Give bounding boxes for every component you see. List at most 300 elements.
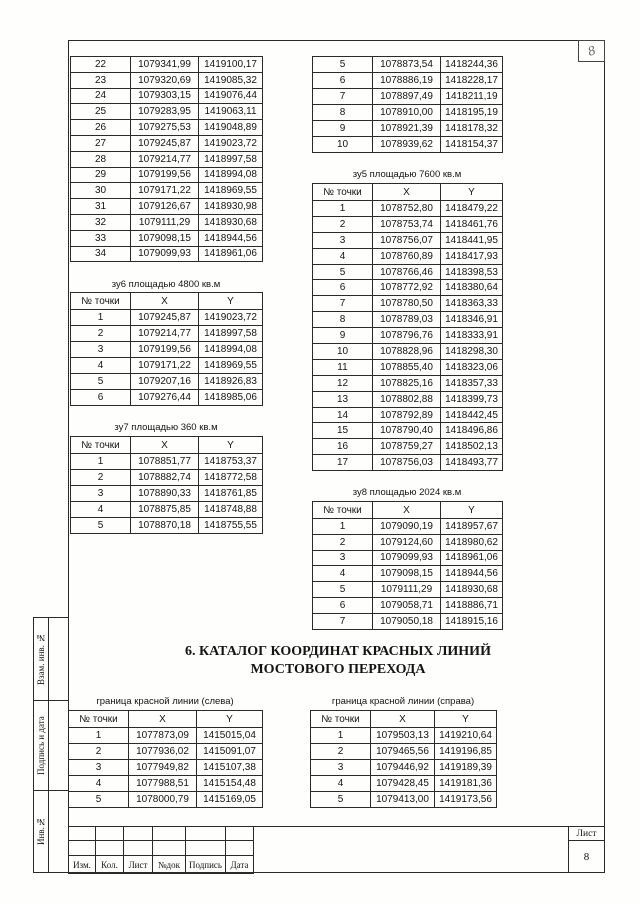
x-coordinate-cell: 1078882,74	[131, 470, 199, 486]
point-number-cell: 5	[313, 264, 373, 280]
point-number-cell: 15	[313, 423, 373, 439]
inv-no-label	[33, 790, 49, 873]
replaced-inv-label-text: Взам. инв. №	[36, 632, 46, 686]
y-coordinate-cell: 1418755,55	[199, 518, 263, 534]
x-coordinate-cell: 1079214,77	[131, 151, 199, 167]
point-number-cell: 8	[313, 312, 373, 328]
table-row	[71, 72, 263, 88]
table-header-row	[71, 293, 263, 310]
point-number-cell: 7	[313, 613, 373, 629]
y-coordinate-cell: 1419085,32	[199, 72, 263, 88]
y-coordinate-cell: 1418926,83	[199, 374, 263, 390]
y-coordinate-cell: 1418442,45	[441, 407, 503, 423]
y-coordinate-cell: 1419173,56	[435, 792, 497, 808]
zu5-caption: зу5 площадью 7600 кв.м	[352, 169, 462, 180]
table-row	[71, 502, 263, 518]
x-coordinate-cell: 1079050,18	[373, 613, 441, 629]
x-coordinate-cell: 1079199,56	[131, 342, 199, 358]
x-coordinate-cell: 1078790,40	[373, 423, 441, 439]
table-row	[311, 792, 497, 808]
column-header: X	[371, 711, 435, 728]
x-coordinate-cell: 1078796,76	[373, 328, 441, 344]
point-number-cell: 1	[313, 519, 373, 535]
x-coordinate-cell: 1079207,16	[131, 374, 199, 390]
point-number-cell: 9	[313, 328, 373, 344]
title-block-cell	[186, 827, 226, 841]
point-number-cell: 1	[71, 310, 131, 326]
y-coordinate-cell: 1415154,48	[197, 776, 263, 792]
point-number-cell: 14	[313, 407, 373, 423]
x-coordinate-cell: 1078886,19	[373, 73, 441, 89]
x-coordinate-cell: 1079446,92	[371, 760, 435, 776]
x-coordinate-cell: 1078760,89	[373, 248, 441, 264]
y-coordinate-cell: 1418228,17	[441, 73, 503, 89]
table-row	[71, 230, 263, 246]
x-coordinate-cell: 1079245,87	[131, 310, 199, 326]
table-row	[71, 518, 263, 534]
point-number-cell: 12	[313, 375, 373, 391]
point-number-cell: 23	[71, 72, 131, 88]
title-block-cell	[69, 841, 96, 856]
x-coordinate-cell: 1079303,15	[131, 88, 199, 104]
title-block-label-date: Дата	[226, 856, 254, 874]
table-row	[313, 73, 503, 89]
y-coordinate-cell: 1419048,89	[199, 120, 263, 136]
table-row	[313, 137, 503, 153]
x-coordinate-cell: 1079413,00	[371, 792, 435, 808]
point-number-cell: 4	[313, 248, 373, 264]
table-row	[71, 57, 263, 73]
table-header-row	[311, 711, 497, 728]
point-number-cell: 3	[71, 342, 131, 358]
point-number-cell: 9	[313, 121, 373, 137]
point-number-cell: 6	[71, 390, 131, 406]
table-row	[313, 423, 503, 439]
table-row	[313, 105, 503, 121]
title-block-cell	[124, 827, 153, 841]
y-coordinate-cell: 1415015,04	[197, 728, 263, 744]
title-block-label-change: Изм.	[69, 856, 96, 874]
title-block-cell	[226, 827, 254, 841]
point-number-cell: 3	[71, 486, 131, 502]
y-coordinate-cell: 1418323,06	[441, 359, 503, 375]
y-coordinate-cell: 1418399,73	[441, 391, 503, 407]
table-row	[313, 296, 503, 312]
title-block-cell	[96, 827, 124, 841]
point-number-cell: 6	[313, 73, 373, 89]
column-header: № точки	[313, 184, 373, 201]
corner-stamp-number: 8	[585, 43, 598, 59]
y-coordinate-cell: 1418886,71	[441, 597, 503, 613]
table-row	[313, 312, 503, 328]
point-number-cell: 24	[71, 88, 131, 104]
table-row	[313, 201, 503, 217]
title-block-label-row	[69, 856, 254, 874]
y-coordinate-cell: 1418994,08	[199, 167, 263, 183]
x-coordinate-cell: 1079283,95	[131, 104, 199, 120]
y-coordinate-cell: 1418496,86	[441, 423, 503, 439]
table-row	[71, 199, 263, 215]
title-block-row	[69, 827, 254, 841]
x-coordinate-cell: 1077949,82	[129, 760, 197, 776]
y-coordinate-cell: 1418398,53	[441, 264, 503, 280]
replaced-inv-field	[48, 617, 69, 701]
coordinate-table-zu5	[312, 183, 503, 471]
table-row	[311, 728, 497, 744]
title-block-label-sheet: Лист	[124, 856, 153, 874]
column-header: X	[373, 502, 441, 519]
point-number-cell: 4	[69, 776, 129, 792]
table-row	[313, 582, 503, 598]
title-block-label-doc-no: №док	[153, 856, 186, 874]
column-header: Y	[441, 184, 503, 201]
y-coordinate-cell: 1418441,95	[441, 232, 503, 248]
table-row	[311, 760, 497, 776]
point-number-cell: 25	[71, 104, 131, 120]
point-number-cell: 8	[313, 105, 373, 121]
inv-no-field	[48, 790, 69, 873]
point-number-cell: 2	[71, 326, 131, 342]
x-coordinate-cell: 1079320,69	[131, 72, 199, 88]
y-coordinate-cell: 1418363,33	[441, 296, 503, 312]
x-coordinate-cell: 1079111,29	[373, 582, 441, 598]
point-number-cell: 34	[71, 246, 131, 262]
column-header: № точки	[71, 293, 131, 310]
table-row	[313, 328, 503, 344]
x-coordinate-cell: 1078890,33	[131, 486, 199, 502]
x-coordinate-cell: 1078825,16	[373, 375, 441, 391]
y-coordinate-cell: 1418461,76	[441, 216, 503, 232]
x-coordinate-cell: 1078802,88	[373, 391, 441, 407]
table-row	[313, 232, 503, 248]
y-coordinate-cell: 1418753,37	[199, 454, 263, 470]
table-row	[313, 359, 503, 375]
zu6-caption: зу6 площадью 4800 кв.м	[111, 279, 221, 290]
point-number-cell: 10	[313, 344, 373, 360]
table-row	[313, 280, 503, 296]
y-coordinate-cell: 1418333,91	[441, 328, 503, 344]
title-block-cell	[186, 841, 226, 856]
point-number-cell: 1	[313, 201, 373, 217]
point-number-cell: 3	[311, 760, 371, 776]
x-coordinate-cell: 1078752,80	[373, 201, 441, 217]
table-row	[313, 613, 503, 629]
column-header: № точки	[69, 711, 129, 728]
table-row	[313, 264, 503, 280]
y-coordinate-cell: 1419189,39	[435, 760, 497, 776]
point-number-cell: 30	[71, 183, 131, 199]
x-coordinate-cell: 1079341,99	[131, 57, 199, 73]
x-coordinate-cell: 1078855,40	[373, 359, 441, 375]
y-coordinate-cell: 1418346,91	[441, 312, 503, 328]
signature-date-label-text: Подпись и дата	[36, 716, 46, 775]
column-header: X	[129, 711, 197, 728]
table-row	[313, 121, 503, 137]
point-number-cell: 16	[313, 439, 373, 455]
coordinate-table-red-line-left	[68, 710, 263, 808]
x-coordinate-cell: 1078828,96	[373, 344, 441, 360]
y-coordinate-cell: 1418244,36	[441, 57, 503, 73]
signature-date-field	[48, 700, 69, 791]
point-number-cell: 6	[313, 597, 373, 613]
table-row	[71, 104, 263, 120]
column-header: Y	[199, 437, 263, 454]
table-row	[313, 375, 503, 391]
x-coordinate-cell: 1079099,93	[373, 550, 441, 566]
point-number-cell: 32	[71, 214, 131, 230]
point-number-cell: 4	[311, 776, 371, 792]
x-coordinate-cell: 1079126,67	[131, 199, 199, 215]
y-coordinate-cell: 1418930,68	[199, 214, 263, 230]
x-coordinate-cell: 1079098,15	[373, 566, 441, 582]
point-number-cell: 27	[71, 135, 131, 151]
table-row	[311, 744, 497, 760]
x-coordinate-cell: 1078000,79	[129, 792, 197, 808]
point-number-cell: 5	[71, 374, 131, 390]
point-number-cell: 10	[313, 137, 373, 153]
point-number-cell: 2	[313, 534, 373, 550]
table-header-row	[313, 184, 503, 201]
y-coordinate-cell: 1418957,67	[441, 519, 503, 535]
table-row	[71, 358, 263, 374]
section-heading-line-1: 6. КАТАЛОГ КООРДИНАТ КРАСНЫХ ЛИНИЙ	[185, 644, 491, 659]
point-number-cell: 4	[71, 502, 131, 518]
point-number-cell: 2	[69, 744, 129, 760]
table-row	[71, 310, 263, 326]
section-heading	[100, 643, 576, 679]
point-number-cell: 5	[311, 792, 371, 808]
point-number-cell: 2	[311, 744, 371, 760]
y-coordinate-cell: 1418985,06	[199, 390, 263, 406]
x-coordinate-cell: 1078851,77	[131, 454, 199, 470]
table-row	[69, 792, 263, 808]
x-coordinate-cell: 1079428,45	[371, 776, 435, 792]
sheet-label: Лист	[576, 828, 597, 839]
point-number-cell: 5	[313, 582, 373, 598]
point-number-cell: 3	[69, 760, 129, 776]
y-coordinate-cell: 1418944,56	[441, 566, 503, 582]
y-coordinate-cell: 1418772,58	[199, 470, 263, 486]
table-row	[313, 566, 503, 582]
x-coordinate-cell: 1079111,29	[131, 214, 199, 230]
red-line-left-caption: граница красной линии (слева)	[96, 696, 234, 707]
point-number-cell: 1	[71, 454, 131, 470]
point-number-cell: 3	[313, 232, 373, 248]
y-coordinate-cell: 1419210,64	[435, 728, 497, 744]
table-row	[313, 597, 503, 613]
column-header: X	[131, 293, 199, 310]
y-coordinate-cell: 1418980,62	[441, 534, 503, 550]
table-row	[69, 760, 263, 776]
title-block-cell	[226, 841, 254, 856]
x-coordinate-cell: 1077873,09	[129, 728, 197, 744]
x-coordinate-cell: 1078756,07	[373, 232, 441, 248]
y-coordinate-cell: 1418154,37	[441, 137, 503, 153]
point-number-cell: 5	[71, 518, 131, 534]
point-number-cell: 31	[71, 199, 131, 215]
y-coordinate-cell: 1418211,19	[441, 89, 503, 105]
section-heading-line-2: МОСТОВОГО ПЕРЕХОДА	[250, 662, 426, 677]
x-coordinate-cell: 1078753,74	[373, 216, 441, 232]
table-row	[313, 89, 503, 105]
title-block-cell	[69, 827, 96, 841]
x-coordinate-cell: 1078780,50	[373, 296, 441, 312]
y-coordinate-cell: 1415091,07	[197, 744, 263, 760]
table-row	[71, 88, 263, 104]
coordinate-table-continuation-left	[70, 56, 263, 262]
y-coordinate-cell: 1418915,16	[441, 613, 503, 629]
table-row	[313, 455, 503, 471]
y-coordinate-cell: 1419196,85	[435, 744, 497, 760]
table-row	[313, 534, 503, 550]
point-number-cell: 1	[69, 728, 129, 744]
point-number-cell: 7	[313, 89, 373, 105]
y-coordinate-cell: 1418178,32	[441, 121, 503, 137]
column-header: X	[131, 437, 199, 454]
y-coordinate-cell: 1418969,55	[199, 358, 263, 374]
x-coordinate-cell: 1078759,27	[373, 439, 441, 455]
point-number-cell: 29	[71, 167, 131, 183]
x-coordinate-cell: 1078789,03	[373, 312, 441, 328]
x-coordinate-cell: 1079275,53	[131, 120, 199, 136]
point-number-cell: 28	[71, 151, 131, 167]
x-coordinate-cell: 1078792,89	[373, 407, 441, 423]
y-coordinate-cell: 1419076,44	[199, 88, 263, 104]
x-coordinate-cell: 1079058,71	[373, 597, 441, 613]
y-coordinate-cell: 1418961,06	[441, 550, 503, 566]
x-coordinate-cell: 1079124,60	[373, 534, 441, 550]
y-coordinate-cell: 1418930,68	[441, 582, 503, 598]
coordinate-table-continuation-right	[312, 56, 503, 153]
table-row	[71, 486, 263, 502]
y-coordinate-cell: 1418298,30	[441, 344, 503, 360]
y-coordinate-cell: 1418969,55	[199, 183, 263, 199]
y-coordinate-cell: 1418502,13	[441, 439, 503, 455]
x-coordinate-cell: 1077936,02	[129, 744, 197, 760]
y-coordinate-cell: 1419063,11	[199, 104, 263, 120]
table-row	[313, 550, 503, 566]
y-coordinate-cell: 1418944,56	[199, 230, 263, 246]
x-coordinate-cell: 1078921,39	[373, 121, 441, 137]
x-coordinate-cell: 1078939,62	[373, 137, 441, 153]
point-number-cell: 33	[71, 230, 131, 246]
table-header-row	[71, 437, 263, 454]
x-coordinate-cell: 1079090,19	[373, 519, 441, 535]
x-coordinate-cell: 1078772,92	[373, 280, 441, 296]
column-header: Y	[199, 293, 263, 310]
table-row	[71, 246, 263, 262]
y-coordinate-cell: 1418748,88	[199, 502, 263, 518]
x-coordinate-cell: 1079276,44	[131, 390, 199, 406]
coordinate-table-zu6	[70, 292, 263, 406]
red-line-right-caption: граница красной линии (справа)	[331, 696, 475, 707]
y-coordinate-cell: 1418930,98	[199, 199, 263, 215]
x-coordinate-cell: 1078875,85	[131, 502, 199, 518]
point-number-cell: 4	[71, 358, 131, 374]
column-header: Y	[197, 711, 263, 728]
replaced-inv-label	[33, 617, 49, 701]
x-coordinate-cell: 1079503,13	[371, 728, 435, 744]
x-coordinate-cell: 1079171,22	[131, 358, 199, 374]
y-coordinate-cell: 1418493,77	[441, 455, 503, 471]
y-coordinate-cell: 1418479,22	[441, 201, 503, 217]
point-number-cell: 7	[313, 296, 373, 312]
point-number-cell: 2	[71, 470, 131, 486]
point-number-cell: 26	[71, 120, 131, 136]
title-block-label-count: Кол.	[96, 856, 124, 874]
y-coordinate-cell: 1418994,08	[199, 342, 263, 358]
y-coordinate-cell: 1418961,06	[199, 246, 263, 262]
y-coordinate-cell: 1419023,72	[199, 310, 263, 326]
x-coordinate-cell: 1079199,56	[131, 167, 199, 183]
inv-no-label-text: Инв.№	[36, 817, 46, 846]
y-coordinate-cell: 1419023,72	[199, 135, 263, 151]
table-header-row	[69, 711, 263, 728]
table-row	[71, 342, 263, 358]
y-coordinate-cell: 1418417,93	[441, 248, 503, 264]
point-number-cell: 5	[313, 57, 373, 73]
title-block-revision-grid	[68, 826, 254, 874]
y-coordinate-cell: 1419100,17	[199, 57, 263, 73]
x-coordinate-cell: 1078756,03	[373, 455, 441, 471]
table-row	[313, 519, 503, 535]
x-coordinate-cell: 1078766,46	[373, 264, 441, 280]
point-number-cell: 22	[71, 57, 131, 73]
table-row	[311, 776, 497, 792]
table-row	[71, 120, 263, 136]
table-row	[313, 407, 503, 423]
y-coordinate-cell: 1418357,33	[441, 375, 503, 391]
x-coordinate-cell: 1079098,15	[131, 230, 199, 246]
y-coordinate-cell: 1418997,58	[199, 326, 263, 342]
x-coordinate-cell: 1078910,00	[373, 105, 441, 121]
point-number-cell: 17	[313, 455, 373, 471]
column-header: № точки	[311, 711, 371, 728]
y-coordinate-cell: 1419181,36	[435, 776, 497, 792]
x-coordinate-cell: 1079171,22	[131, 183, 199, 199]
table-row	[71, 454, 263, 470]
point-number-cell: 13	[313, 391, 373, 407]
column-header: № точки	[71, 437, 131, 454]
zu8-caption: зу8 площадью 2024 кв.м	[352, 487, 462, 498]
x-coordinate-cell: 1077988,51	[129, 776, 197, 792]
x-coordinate-cell: 1079099,93	[131, 246, 199, 262]
table-row	[71, 470, 263, 486]
table-row	[313, 216, 503, 232]
point-number-cell: 1	[311, 728, 371, 744]
title-block-cell	[153, 841, 186, 856]
table-row	[71, 390, 263, 406]
column-header: X	[373, 184, 441, 201]
title-block-cell	[124, 841, 153, 856]
y-coordinate-cell: 1418380,64	[441, 280, 503, 296]
table-row	[69, 776, 263, 792]
table-row	[313, 248, 503, 264]
table-row	[313, 439, 503, 455]
table-row	[71, 326, 263, 342]
table-row	[313, 57, 503, 73]
table-header-row	[313, 502, 503, 519]
x-coordinate-cell: 1078873,54	[373, 57, 441, 73]
table-row	[71, 214, 263, 230]
column-header: Y	[441, 502, 503, 519]
point-number-cell: 11	[313, 359, 373, 375]
point-number-cell: 6	[313, 280, 373, 296]
table-row	[69, 744, 263, 760]
column-header: № точки	[313, 502, 373, 519]
x-coordinate-cell: 1079214,77	[131, 326, 199, 342]
sheet-number: 8	[583, 850, 590, 863]
